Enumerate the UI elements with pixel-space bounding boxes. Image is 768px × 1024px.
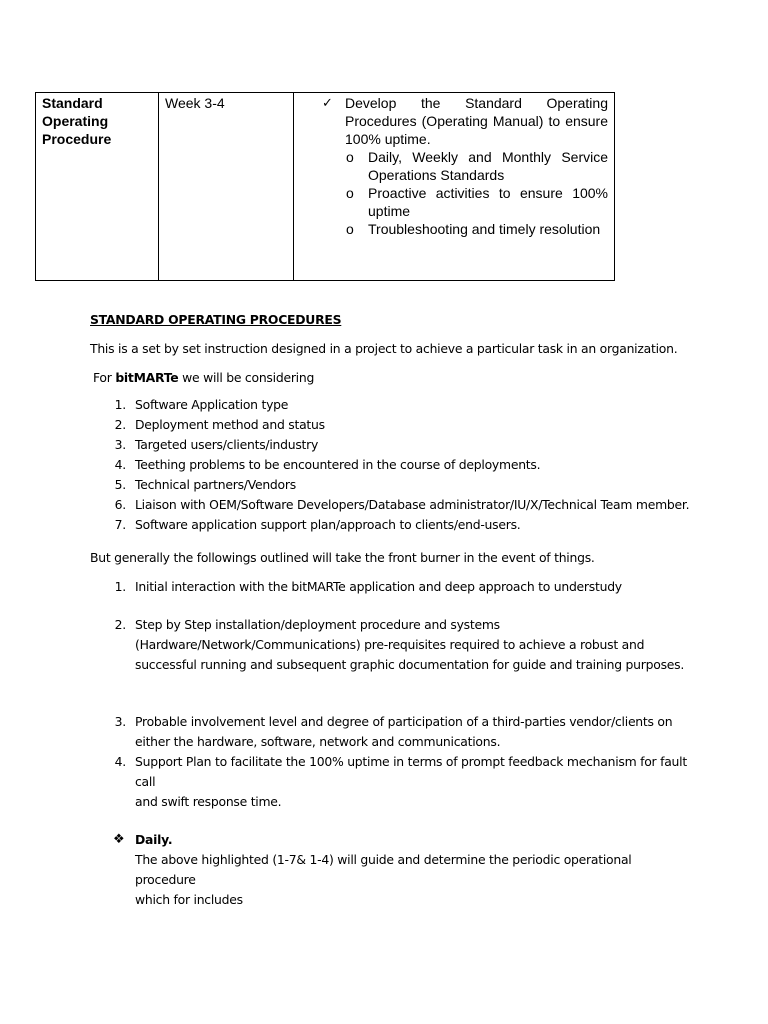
list-item-line: Support Plan to facilitate the 100% uptime in terms of prompt feedback mechanism for fault call [135,754,687,789]
checklist-text: Develop the Standard Operating Procedures (Operating Manual) to ensure 100% uptime. [345,95,608,147]
daily-section [113,830,693,910]
list-item [108,752,698,812]
topic-line: Operating [42,113,109,129]
list-number: 1. [114,579,126,594]
timeline-text: Week 3-4 [165,95,225,111]
diamond-bullet-icon: ❖ [113,832,125,847]
check-icon: ✓ [322,95,333,110]
for-prefix: For [93,370,116,385]
list-number: 4. [114,457,126,472]
list-item [108,577,698,597]
sub-item-text: Proactive activities to ensure 100% uptime [368,185,608,219]
list-item-line: (Hardware/Network/Communications) pre-requisites required to achieve a robust and [135,637,645,652]
list-number: 5. [114,477,126,492]
list-item-text: Software Application type [135,397,289,412]
for-line [93,368,693,388]
list-item-text: Software application support plan/approach to clients/end-users. [135,517,521,532]
sub-list-item [322,184,608,220]
list-item-line: either the hardware, software, network and communications. [135,734,501,749]
list-item-line: Step by Step installation/deployment procedure and systems [135,617,500,632]
list-number: 2. [114,617,126,632]
daily-line: which for includes [135,892,243,907]
list-number: 3. [114,714,126,729]
table-cell-deliverables [294,93,615,281]
for-suffix: we will be considering [178,370,315,385]
general-paragraph: But generally the followings outlined will take the front burner in the event of things. [90,550,595,565]
list-item-line: successful running and subsequent graphic documentation for guide and training purposes. [135,657,685,672]
daily-title: Daily. [135,832,173,847]
topic-line: Standard [42,95,103,111]
priority-list-item [108,752,698,812]
sub-item-text: Troubleshooting and timely resolution [368,221,601,237]
considerations-list [108,395,698,535]
section-heading: STANDARD OPERATING PROCEDURES [90,312,342,327]
topic-line: Procedure [42,131,112,147]
list-item-line: Probable involvement level and degree of participation of a third-parties vendor/clients on [135,714,673,729]
circle-bullet-icon: o [346,149,354,165]
list-number: 2. [114,417,126,432]
list-item-text: Teething problems to be encountered in the course of deployments. [135,457,541,472]
list-item-text: Deployment method and status [135,417,325,432]
checklist-item [322,94,608,148]
daily-content [113,830,693,910]
list-item [108,415,698,435]
list-item-text: Liaison with OEM/Software Developers/Database administrator/IU/X/Technical Team member. [135,497,690,512]
list-item [108,515,698,535]
daily-line: The above highlighted (1-7& 1-4) will guide and determine the periodic operational procedure [135,852,632,887]
list-item-line: Initial interaction with the bitMARTe application and deep approach to understudy [135,579,622,594]
list-item-text: Technical partners/Vendors [135,477,296,492]
list-item [108,615,698,675]
list-item-text: Targeted users/clients/industry [135,437,319,452]
priority-list-item [108,712,698,752]
list-item [108,395,698,415]
sub-list-item [322,148,608,184]
priority-list-item [108,615,698,675]
circle-bullet-icon: o [346,221,354,237]
table-cell-topic [36,93,159,281]
sop-table [35,92,615,281]
list-item [108,475,698,495]
priority-list-item [108,577,698,597]
list-number: 6. [114,497,126,512]
brand-name: bitMARTe [115,370,179,385]
list-item [108,712,698,752]
circle-bullet-icon: o [346,185,354,201]
list-item [108,455,698,475]
list-number: 3. [114,437,126,452]
table-row [36,93,615,281]
intro-paragraph: This is a set by set instruction designed in a project to achieve a particular task in an organization. [90,341,678,356]
sub-list-item [322,220,608,238]
table-cell-timeline [159,93,294,281]
list-item [108,495,698,515]
list-number: 7. [114,517,126,532]
list-number: 1. [114,397,126,412]
list-item [108,435,698,455]
list-item-line: and swift response time. [135,794,282,809]
list-number: 4. [114,754,126,769]
sub-item-text: Daily, Weekly and Monthly Service Operations Standards [368,149,608,183]
